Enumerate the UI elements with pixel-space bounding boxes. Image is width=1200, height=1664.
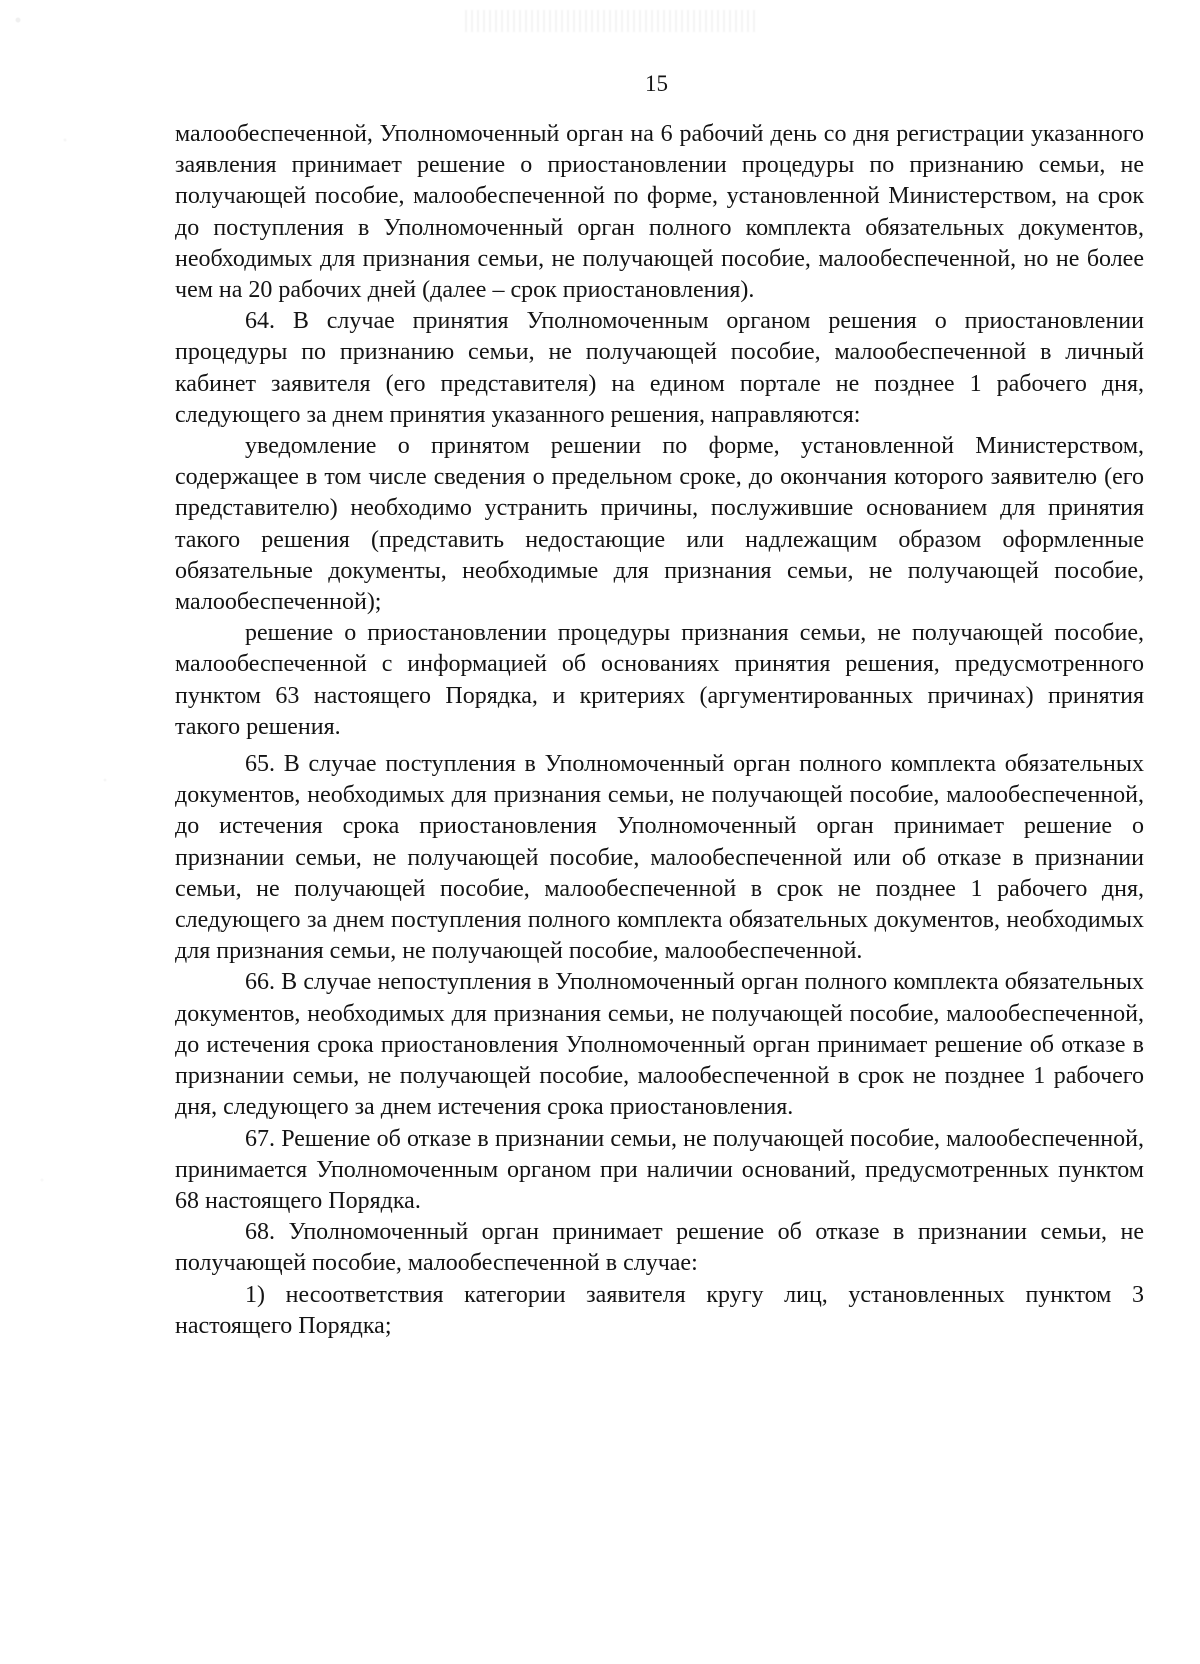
document-body	[175, 119, 1144, 1342]
paragraph-68-item-1: 1) несоответствия категории заявителя кругу лиц, установленных пунктом 3 настоящего Порядка;	[175, 1281, 1144, 1339]
paragraph-64-decision: решение о приостановлении процедуры признания семьи, не получающей пособие, малообеспеченной с информацией об основаниях принятия решения, предусмотренного пунктом 63 настоящего Порядка, и критериях (аргументированных причинах) принятия такого решения.	[175, 620, 1144, 740]
paragraph-65: 65. В случае поступления в Уполномоченный орган полного комплекта обязательных документов, необходимых для признания семьи, не получающей пособие, малообеспеченной, до истечения срока приостановления Уполномоченный орган принимает решение о признании семьи, не получающей пособие, малообеспеченной или об отказе в признании семьи, не получающей пособие, малообеспеченной в срок не позднее 1 рабочего дня, следующего за днем поступления полного комплекта обязательных документов, необходимых для признания семьи, не получающей пособие, малообеспеченной.	[175, 751, 1144, 965]
scan-margin-texture	[0, 0, 150, 1664]
paragraph-68: 68. Уполномоченный орган принимает решение об отказе в признании семьи, не получающей пособие, малообеспеченной в случае:	[175, 1219, 1144, 1277]
paragraph-63-continuation: малообеспеченной, Уполномоченный орган на 6 рабочий день со дня регистрации указанного заявления принимает решение о приостановлении процедуры по признанию семьи, не получающей пособие, малообеспеченной по форме, установленной Министерством, на срок до поступления в Уполномоченный орган полного комплекта обязательных документов, необходимых для признания семьи, не получающей пособие, малообеспеченной, но не более чем на 20 рабочих дней (далее – срок приостановления).	[175, 121, 1144, 304]
scan-artifact	[465, 10, 755, 32]
paragraph-64-notice: уведомление о принятом решении по форме, установленной Министерством, содержащее в том числе сведения о предельном сроке, до окончания которого заявителю (его представителю) необходимо устранить причины, послужившие основанием для принятия такого решения (представить недостающие или надлежащим образом оформленные обязательные документы, необходимые для признания семьи, не получающей пособие, малообеспеченной);	[175, 433, 1144, 616]
paragraph-67: 67. Решение об отказе в признании семьи, не получающей пособие, малообеспеченной, принимается Уполномоченным органом при наличии оснований, предусмотренных пунктом 68 настоящего Порядка.	[175, 1125, 1144, 1214]
paragraph-66: 66. В случае непоступления в Уполномоченный орган полного комплекта обязательных документов, необходимых для признания семьи, не получающей пособие, малообеспеченной, до истечения срока приостановления Уполномоченный орган принимает решение об отказе в признании семьи, не получающей пособие, малообеспеченной в срок не позднее 1 рабочего дня, следующего за днем истечения срока приостановления.	[175, 969, 1144, 1121]
page-number: 15	[645, 71, 668, 96]
paragraph-64: 64. В случае принятия Уполномоченным органом решения о приостановлении процедуры по признанию семьи, не получающей пособие, малообеспеченной в личный кабинет заявителя (его представителя) на едином портале не позднее 1 рабочего дня, следующего за днем принятия указанного решения, направляются:	[175, 308, 1144, 428]
